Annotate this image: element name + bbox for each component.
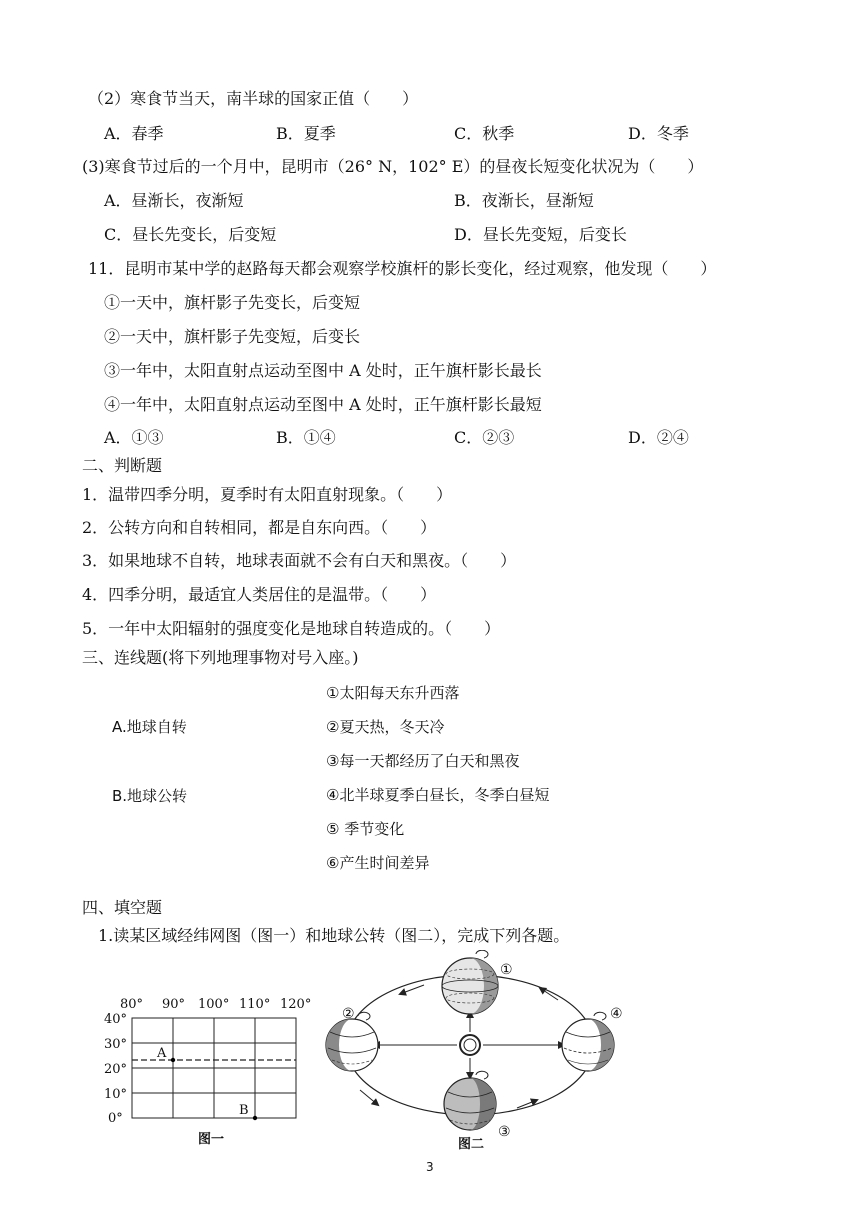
lat-label-30: 30° xyxy=(104,1037,128,1052)
option-c: C．②③ xyxy=(454,428,515,447)
judge-item-1: 1．温带四季分明，夏季时有太阳直射现象。（ ） xyxy=(82,485,453,504)
match-right-4: ④北半球夏季白昼长，冬季白昼短 xyxy=(326,786,550,804)
page-number: 3 xyxy=(426,1160,434,1174)
lat-label-0: 0° xyxy=(108,1111,123,1125)
lat-label-10: 10° xyxy=(104,1087,128,1102)
point-b-label: B xyxy=(239,1103,249,1118)
point-a-marker xyxy=(171,1058,175,1062)
judge-item-2: 2．公转方向和自转相同，都是自东向西。（ ） xyxy=(82,518,437,537)
figure-2-earth-revolution xyxy=(322,950,632,1150)
match-right-1: ①太阳每天东升西落 xyxy=(326,684,460,702)
statement-1: ①一天中，旗杆影子先变长，后变短 xyxy=(104,293,361,312)
lon-label-90: 90° xyxy=(162,997,186,1012)
option-d: D．②④ xyxy=(628,428,689,447)
option-c: C．昼长先变长，后变短 xyxy=(104,225,277,244)
question-10-2-stem: （2）寒食节当天，南半球的国家正值（ ） xyxy=(88,89,419,108)
section-3-title: 三、连线题(将下列地理事物对号入座。) xyxy=(82,648,359,667)
lat-label-40: 40° xyxy=(104,1012,128,1027)
lon-label-80: 80° xyxy=(120,997,144,1012)
option-d: D．冬季 xyxy=(628,124,689,143)
option-b: B．夏季 xyxy=(276,124,336,143)
earth-position-3-icon xyxy=(444,1071,496,1130)
figure-1-lat-lon-grid xyxy=(100,990,320,1125)
option-c: C．秋季 xyxy=(454,124,515,143)
earth-position-4-icon xyxy=(562,1012,614,1071)
position-label-2: ② xyxy=(342,1006,355,1022)
option-d: D．昼长先变短，后变长 xyxy=(454,225,627,244)
option-b: B．夜渐长，昼渐短 xyxy=(454,191,594,210)
position-label-3: ③ xyxy=(498,1124,511,1140)
match-right-6: ⑥产生时间差异 xyxy=(326,854,430,872)
point-b-marker xyxy=(253,1116,257,1120)
match-right-5: ⑤ 季节变化 xyxy=(326,820,405,838)
position-label-1: ① xyxy=(500,962,513,978)
figure-1-caption: 图一 xyxy=(198,1132,225,1147)
lat-label-20: 20° xyxy=(104,1062,128,1077)
judge-item-3: 3．如果地球不自转，地球表面就不会有白天和黑夜。（ ） xyxy=(82,551,517,570)
point-a-label: A xyxy=(157,1046,167,1061)
statement-2: ②一天中，旗杆影子先变短，后变长 xyxy=(104,327,361,346)
figure-2-caption: 图二 xyxy=(458,1137,485,1152)
match-right-3: ③每一天都经历了白天和黑夜 xyxy=(326,752,520,770)
match-left-a: A.地球自转 xyxy=(112,718,187,736)
lon-label-120: 120° xyxy=(280,997,312,1012)
lon-label-110: 110° xyxy=(239,997,271,1012)
section-4-title: 四、填空题 xyxy=(82,898,163,917)
position-label-4: ④ xyxy=(610,1006,623,1022)
sun-icon xyxy=(460,1035,480,1055)
statement-3: ③一年中，太阳直射点运动至图中 A 处时，正午旗杆影长最长 xyxy=(104,361,542,380)
judge-item-4: 4．四季分明，最适宜人类居住的是温带。（ ） xyxy=(82,585,437,604)
question-10-3-stem: (3)寒食节过后的一个月中，昆明市（26° N，102° E）的昼夜长短变化状况为（ ） xyxy=(82,157,704,176)
option-b: B．①④ xyxy=(276,428,336,447)
earth-position-1-icon xyxy=(442,950,498,1014)
option-a: A．春季 xyxy=(104,124,164,143)
match-left-b: B.地球公转 xyxy=(112,787,188,805)
option-a: A．昼渐长，夜渐短 xyxy=(104,191,244,210)
statement-4: ④一年中，太阳直射点运动至图中 A 处时，正午旗杆影长最短 xyxy=(104,395,542,414)
question-11-stem: 11．昆明市某中学的赵路每天都会观察学校旗杆的影长变化，经过观察，他发现（ ） xyxy=(88,259,717,278)
lon-label-100: 100° xyxy=(198,997,230,1012)
section-2-title: 二、判断题 xyxy=(82,456,163,475)
judge-item-5: 5．一年中太阳辐射的强度变化是地球自转造成的。（ ） xyxy=(82,619,501,638)
match-right-2: ②夏天热，冬天冷 xyxy=(326,718,445,736)
fill-question-1-stem: 1.读某区域经纬网图（图一）和地球公转（图二），完成下列各题。 xyxy=(98,926,570,945)
option-a: A．①③ xyxy=(104,428,164,447)
